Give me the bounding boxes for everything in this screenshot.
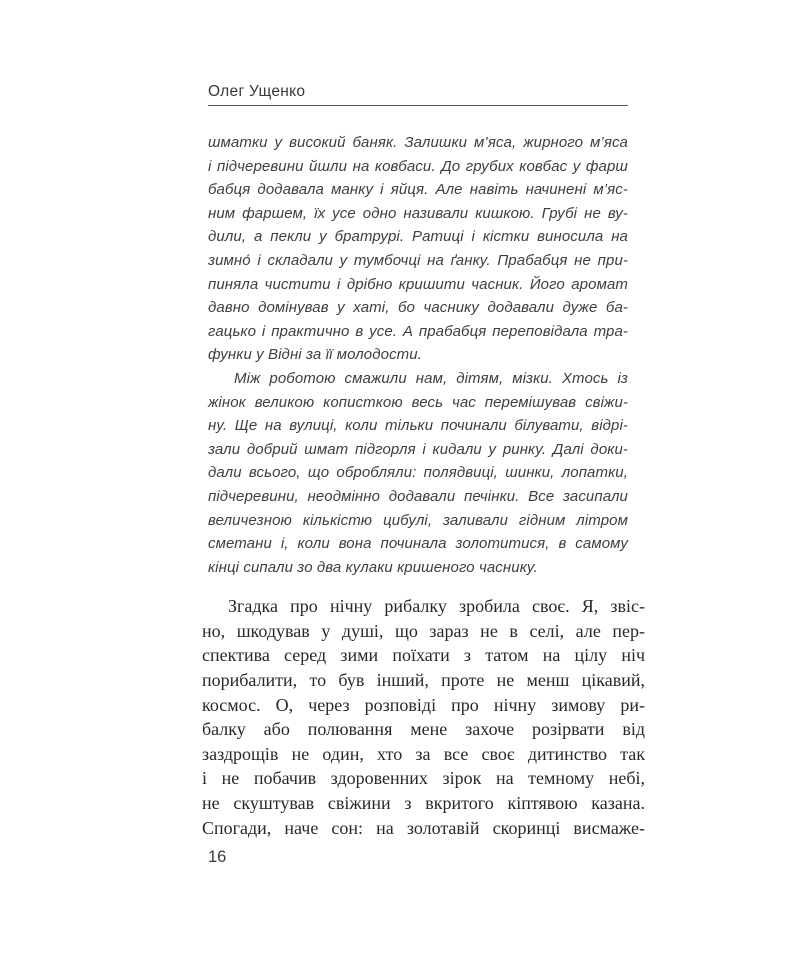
- text-line: і підчеревини йшли на ковбаси. До грубих ковбас у фарш: [208, 157, 628, 175]
- text-line: дали всього, що обробляли: полядвиці, шинки, лопатки,: [208, 464, 628, 482]
- paragraph: [202, 594, 645, 840]
- text-line: балку або полювання мене захоче розірвати від: [202, 719, 645, 740]
- text-line: ним фаршем, їх усе одно називали кишкою. Грубі не ву-: [208, 204, 628, 222]
- text-line: не скуштував свіжини з вкритого кіптявою казана.: [202, 793, 645, 814]
- text-line: заздрощів не один, хто за все своє дитинство так: [202, 743, 645, 764]
- text-line: Згадка про нічну рибалку зробила своє. Я, звіс-: [228, 596, 645, 617]
- text-line: Між роботою смажили нам, дітям, мізки. Хтось із: [234, 369, 628, 387]
- text-line: спектива серед зими поїхати з татом на цілу ніч: [202, 645, 645, 666]
- page-number: 16: [208, 848, 227, 866]
- text-line: жінок великою кописткою весь час перемішував свіжи-: [208, 393, 628, 411]
- text-line: порибалити, то був інший, проте не менш цікавий,: [202, 670, 645, 691]
- text-line: Спогади, наче сон: на золотавій скоринці висмаже-: [202, 817, 645, 838]
- text-line: і не побачив здоровенних зірок на темному небі,: [202, 768, 645, 789]
- text-line: величезною кількістю цибулі, заливали гідним літром: [208, 511, 628, 529]
- text-line: зимно́ і складали у тумбочці на ґанку. Прабабця не при-: [208, 251, 628, 269]
- text-line: давно домінував у хаті, бо часнику додавали дуже ба-: [208, 299, 628, 317]
- text-line: зали добрий шмат підгорля і кидали у ринку. Далі доки-: [208, 440, 628, 458]
- text-line: космос. О, через розповіді про нічну зимову ри-: [202, 694, 645, 715]
- running-header-author: Олег Ущенко: [208, 84, 628, 106]
- text-line: гацько і практично в усе. А прабабця переповідала тра-: [208, 322, 628, 340]
- text-line: кінці сипали зо два кулаки кришеного часнику.: [208, 558, 538, 576]
- text-line: сметани і, коли вона починала золотитися, в самому: [208, 535, 628, 553]
- text-line: дили, а пекли у братрурі. Ратиці і кістки виносила на: [208, 228, 628, 246]
- text-line: но, шкодував у душі, що зараз не в селі, але пер-: [202, 620, 645, 641]
- text-body: [202, 131, 645, 840]
- text-line: ну. Ще на вулиці, коли тільки починали білувати, відрі-: [208, 417, 628, 435]
- text-line: функи у Відні за її молодости.: [208, 346, 422, 364]
- paragraph: [208, 131, 628, 367]
- text-line: шматки у високий баняк. Залишки м’яса, жирного м’яса: [208, 134, 628, 151]
- text-line: пиняла чистити і дрібно кришити часник. Його аромат: [208, 275, 628, 293]
- text-line: бабця додавала манку і яйця. Але навіть начинені м’яс-: [208, 181, 628, 199]
- paragraph: [208, 367, 628, 579]
- text-line: підчеревини, неодмінно додавали печінки. Все засипали: [208, 487, 628, 505]
